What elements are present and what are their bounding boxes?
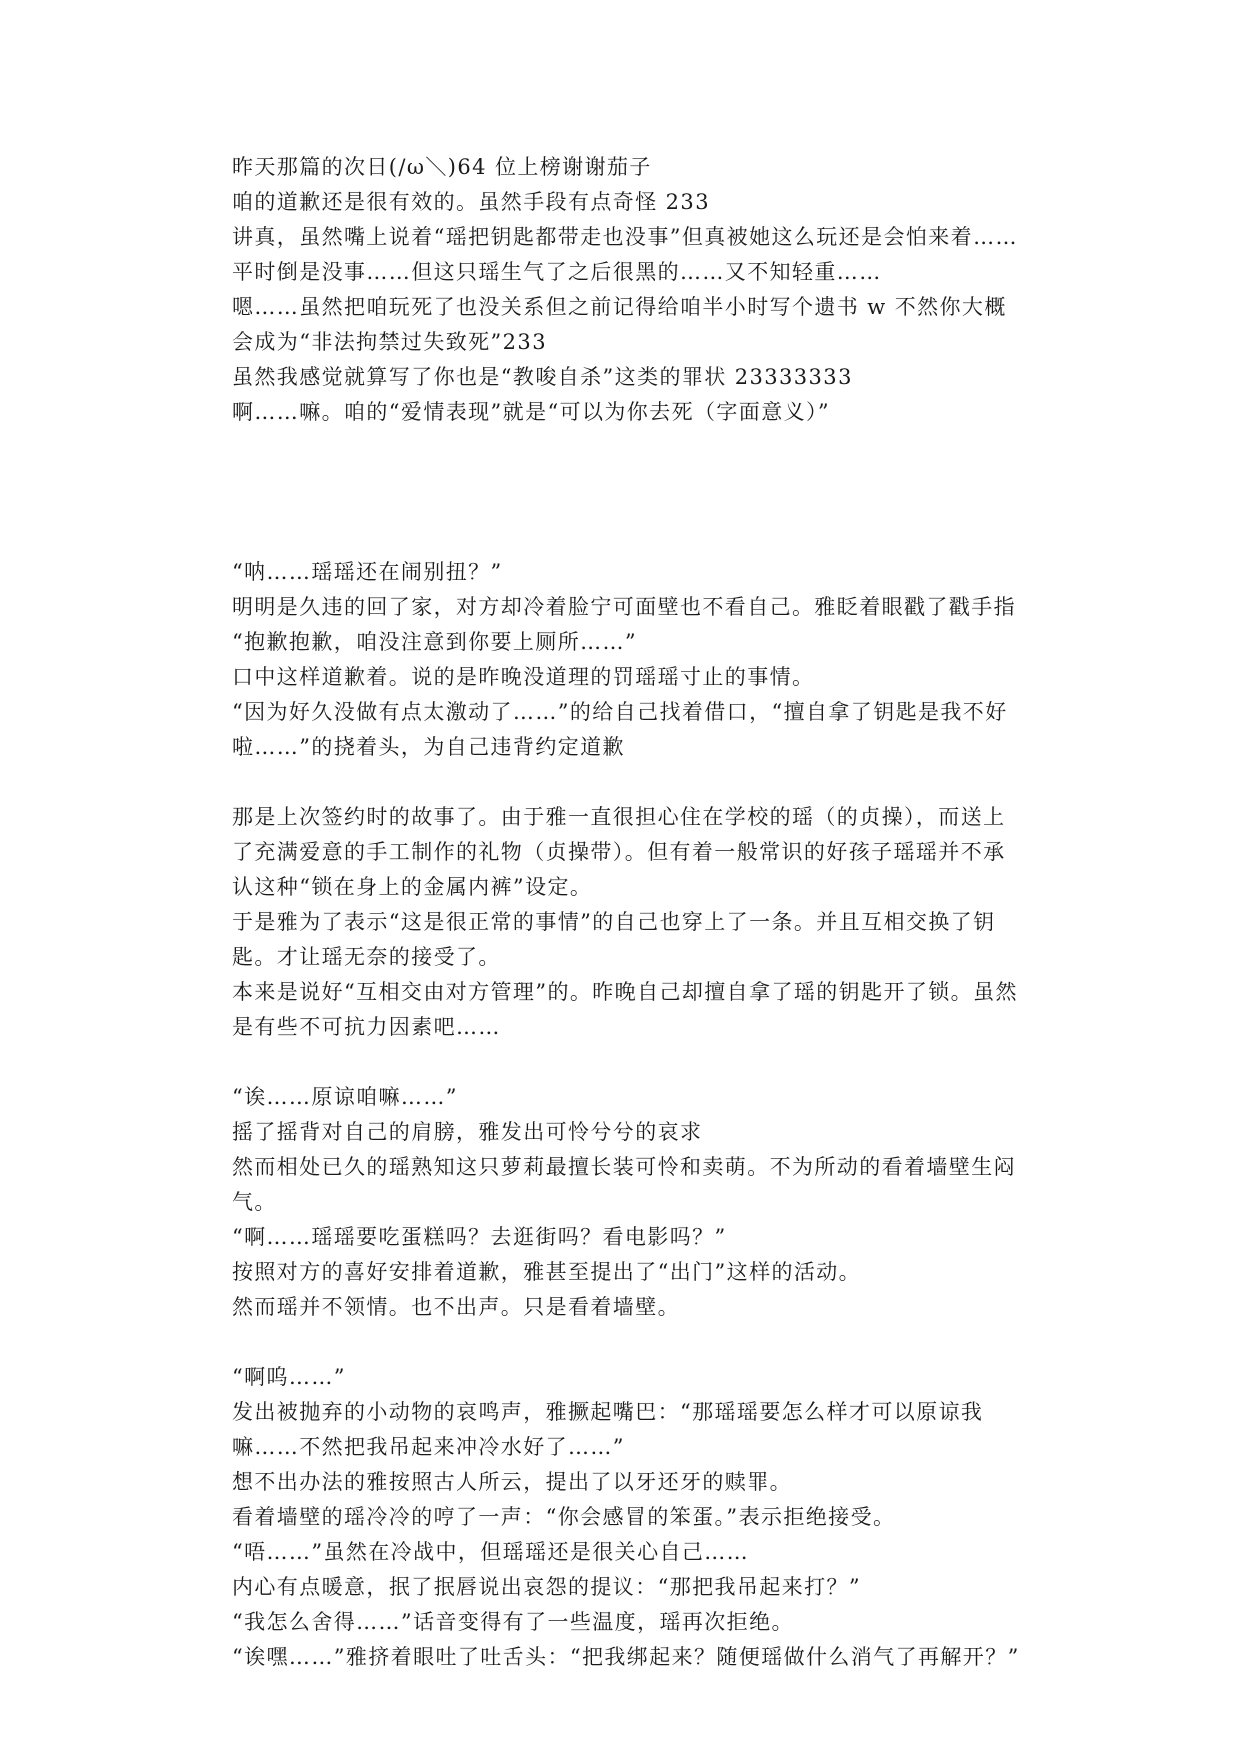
document-body [232,150,1022,1675]
story-line: 本来是说好“互相交由对方管理”的。昨晚自己却擅自拿了瑶的钥匙开了锁。虽然是有些不可抗力因素吧…… [232,980,1018,1039]
story-line: “呐……瑶瑶还在闹别扭？” [232,560,503,584]
story-line: “诶嘿……”雅挤着眼吐了吐舌头：“把我绑起来？随便瑶做什么消气了再解开？” [232,1645,1020,1669]
story-paragraph [232,1080,1022,1325]
story-line: 然而瑶并不领情。也不出声。只是看着墙壁。 [232,1295,680,1319]
author-note-line: 嗯……虽然把咱玩死了也没关系但之前记得给咱半小时写个遗书 w 不然你大概会成为“非法拘禁过失致死”233 [232,295,1007,354]
story-line: 那是上次签约时的故事了。由于雅一直很担心住在学校的瑶（的贞操），而送上了充满爱意的手工制作的礼物（贞操带）。但有着一般常识的好孩子瑶瑶并不承认这种“锁在身上的金属内裤”设定。 [232,805,1006,899]
story-line: “我怎么舍得……”话音变得有了一些温度，瑶再次拒绝。 [232,1610,794,1634]
story-line: 看着墙壁的瑶冷冷的哼了一声：“你会感冒的笨蛋。”表示拒绝接受。 [232,1505,896,1529]
author-note-line: 虽然我感觉就算写了你也是“教唆自杀”这类的罪状 23333333 [232,365,853,389]
story-line: “抱歉抱歉，咱没注意到你要上厕所……” [232,630,638,654]
story-line: 于是雅为了表示“这是很正常的事情”的自己也穿上了一条。并且互相交换了钥匙。才让瑶无奈的接受了。 [232,910,996,969]
story-line: “啊呜……” [232,1365,346,1389]
author-note [232,150,1022,430]
story-line: 发出被抛弃的小动物的哀鸣声，雅撅起嘴巴：“那瑶瑶要怎么样才可以原谅我嘛……不然把我吊起来冲冷水好了……” [232,1400,984,1459]
story-paragraph [232,555,1022,765]
story-line: 内心有点暖意，抿了抿唇说出哀怨的提议：“那把我吊起来打？” [232,1575,862,1599]
story-line: 想不出办法的雅按照古人所云，提出了以牙还牙的赎罪。 [232,1470,792,1494]
story-line: “因为好久没做有点太激动了……”的给自己找着借口，“擅自拿了钥匙是我不好啦……”的挠着头，为自己违背约定道歉 [232,700,1008,759]
story-text [232,555,1022,1675]
story-line: “啊……瑶瑶要吃蛋糕吗？去逛街吗？看电影吗？” [232,1225,727,1249]
story-line: “诶……原谅咱嘛……” [232,1085,458,1109]
story-line: 明明是久违的回了家，对方却冷着脸宁可面壁也不看自己。雅眨着眼戳了戳手指 [232,595,1016,619]
author-note-line: 昨天那篇的次日(/ω＼)64 位上榜谢谢茄子 [232,155,652,179]
story-line: 按照对方的喜好安排着道歉，雅甚至提出了“出门”这样的活动。 [232,1260,862,1284]
story-paragraph [232,800,1022,1045]
story-line: 摇了摇背对自己的肩膀，雅发出可怜兮兮的哀求 [232,1120,703,1144]
author-note-line: 讲真，虽然嘴上说着“瑶把钥匙都带走也没事”但真被她这么玩还是会怕来着……平时倒是没事……但这只瑶生气了之后很黑的……又不知轻重…… [232,225,1018,284]
story-line: “唔……”虽然在冷战中，但瑶瑶还是很关心自己…… [232,1540,750,1564]
author-note-line: 咱的道歉还是很有效的。虽然手段有点奇怪 233 [232,190,710,214]
author-note-line: 啊……嘛。咱的“爱情表现”就是“可以为你去死（字面意义）” [232,400,831,424]
story-paragraph [232,1360,1022,1675]
story-line: 然而相处已久的瑶熟知这只萝莉最擅长装可怜和卖萌。不为所动的看着墙壁生闷气。 [232,1155,1016,1214]
story-line: 口中这样道歉着。说的是昨晚没道理的罚瑶瑶寸止的事情。 [232,665,815,689]
